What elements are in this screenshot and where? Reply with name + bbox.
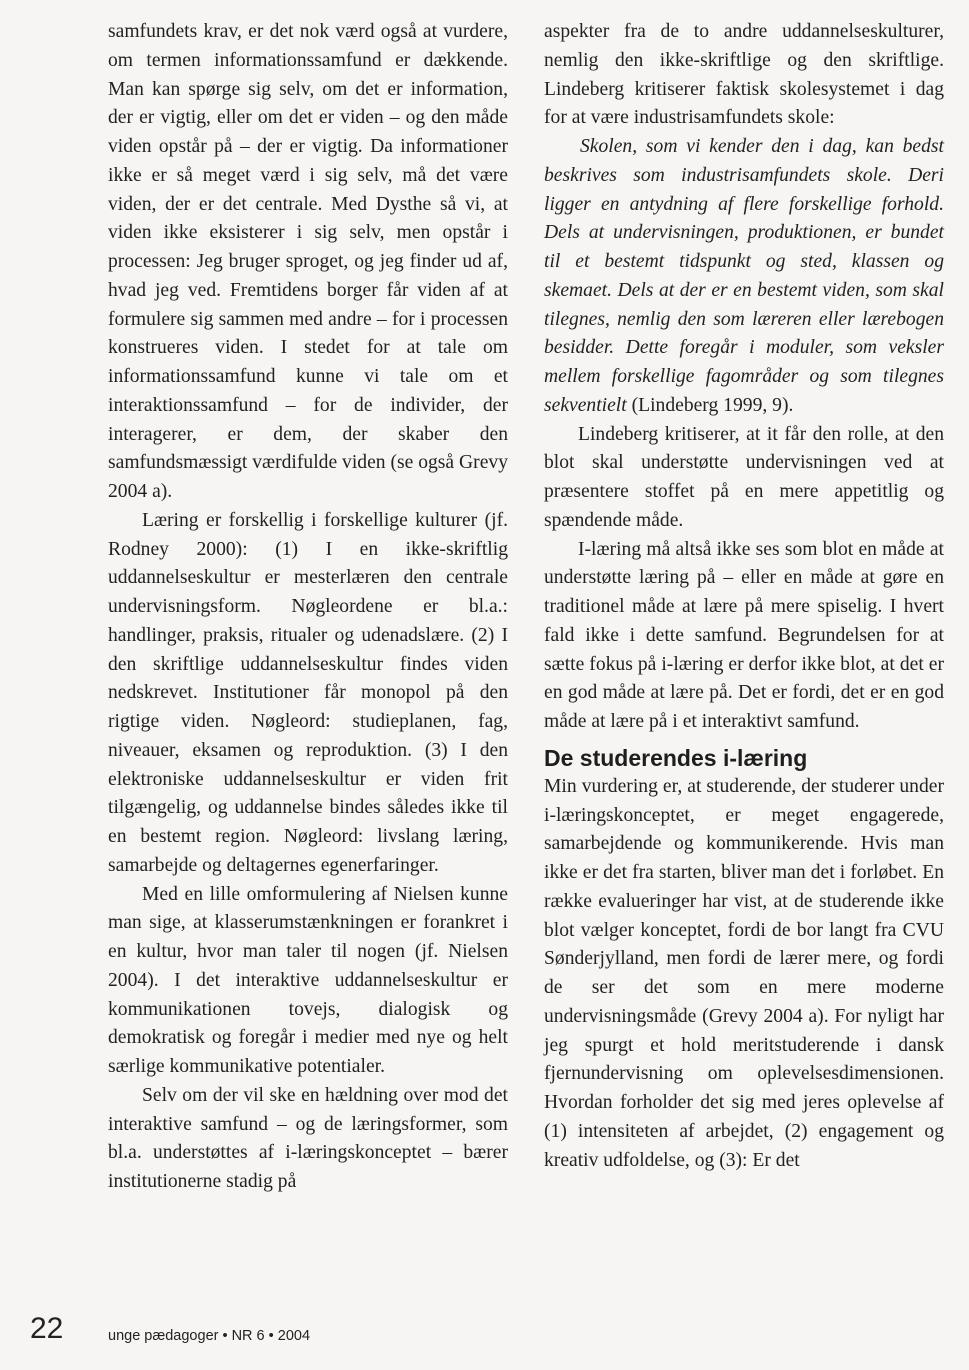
paragraph: Min vurdering er, at studerende, der studerer under i-læringskonceptet, er meget engagerede, samarbejdende og kommunikerende. Hvis man ikke er det fra starten, bliver man det i forløbet. En række evalueringer har vist, at de studerende ikke blot vælger konceptet, fordi de bor langt fra CVU Sønderjylland, men fordi de lærer mere, og fordi de ser det som en mere moderne undervisningsmåde (Grevy 2004 a). For nyligt har jeg spurgt et hold meritstuderende i dansk fjernundervisning om oplevelsesdimensionen. Hvordan forholder det sig med jeres oplevelse af (1) intensiteten af arbejdet, (2) engagement og kreativ udfoldelse, og (3): Er det — [544, 775, 944, 1171]
quote-citation: (Lindeberg 1999, 9). — [626, 394, 794, 416]
paragraph: Med en lille omformulering af Nielsen kunne man sige, at klasserumstænkningen er forankret i en kultur, hvor man taler til nogen (jf. Nielsen 2004). I det interaktive uddannelseskultur er kommunikationen tovejs, dialogisk og demokratisk og foregår i medier med nye og helt særlige kommunikative potentialer. — [108, 883, 508, 1077]
paragraph: aspekter fra de to andre uddannelseskulturer, nemlig den ikke-skriftlige og den skriftlige. Lindeberg kritiserer faktisk skolesystemet i dag for at være industrisamfundets skole: — [544, 21, 944, 129]
page-number: 22 — [30, 1312, 64, 1345]
paragraph: Selv om der vil ske en hældning over mod det interaktive samfund – og de læringsformer, som bl.a. understøttes af i-læringskonceptet – bærer institutionerne stadig på — [108, 1084, 508, 1192]
paragraph: Lindeberg kritiserer, at it får den rolle, at den blot skal understøtte undervisningen ved at præsentere stoffet på en mere appetitlig og spændende måde. — [544, 423, 944, 531]
right-column — [544, 18, 944, 1175]
publication-footer: unge pædagoger • NR 6 • 2004 — [108, 1328, 311, 1344]
block-quote — [544, 133, 944, 421]
section-heading: De studerendes i-læring — [544, 744, 808, 771]
paragraph: samfundets krav, er det nok værd også at vurdere, om termen informationssamfund er dækkende. Man kan spørge sig selv, om det er information, der er vigtig, eller om det er viden – og den måde viden opstår på – der er vigtig. Da informationer ikke er så meget værd i sig selv, må det være viden, der er det centrale. Med Dysthe så vi, at viden ikke eksisterer i sig selv, men opstår i processen: Jeg bruger sproget, og jeg finder ud af, hvad jeg ved. Fremtidens borger får viden af at formulere sig sammen med andre – for i processen konstrueres viden. I stedet for at tale om informationssamfund kunne vi tale om et interaktionssamfund – for de individer, der interagerer, er dem, der skaber den samfundsmæssigt værdifulde viden (se også Grevy 2004 a). — [108, 21, 508, 502]
left-column — [108, 18, 508, 1197]
paragraph: I-læring må altså ikke ses som blot en måde at understøtte læring på – eller en måde at gøre en traditionel måde at lære på mere spiselig. I hvert fald ikke i dette samfund. Begrundelsen for at sætte fokus på i-læring er derfor ikke blot, at det er en god måde at lære på. Det er fordi, det er en god måde at lære på i et interaktivt samfund. — [544, 538, 944, 732]
paragraph: Læring er forskellig i forskellige kulturer (jf. Rodney 2000): (1) I en ikke-skriftlig uddannelseskultur er mesterlæren den centrale undervisningsform. Nøgleordene er bl.a.: handlinger, praksis, ritualer og udenadslære. (2) I den skriftlige uddannelseskultur findes viden nedskrevet. Institutioner får monopol på den rigtige viden. Nøgleord: studieplanen, fag, niveauer, eksamen og reproduktion. (3) I den elektroniske uddannelseskultur er viden frit tilgængelig, og uddannelse bindes således ikke til en bestemt region. Nøgleord: livslang læring, samarbejde og deltagernes egenerfaringer. — [108, 509, 508, 876]
quote-text: Skolen, som vi kender den i dag, kan bedst beskrives som industrisamfundets skole. Deri ligger en antydning af flere forskellige forhold. Dels at undervisningen, produktionen, er bundet til et bestemt tidspunkt og sted, klassen og skemaet. Dels at der er en bestemt viden, som skal tilegnes, nemlig den som læreren eller lærebogen besidder. Dette foregår i moduler, som veksler mellem forskellige fagområder og som tilegnes sekventielt — [544, 136, 944, 416]
